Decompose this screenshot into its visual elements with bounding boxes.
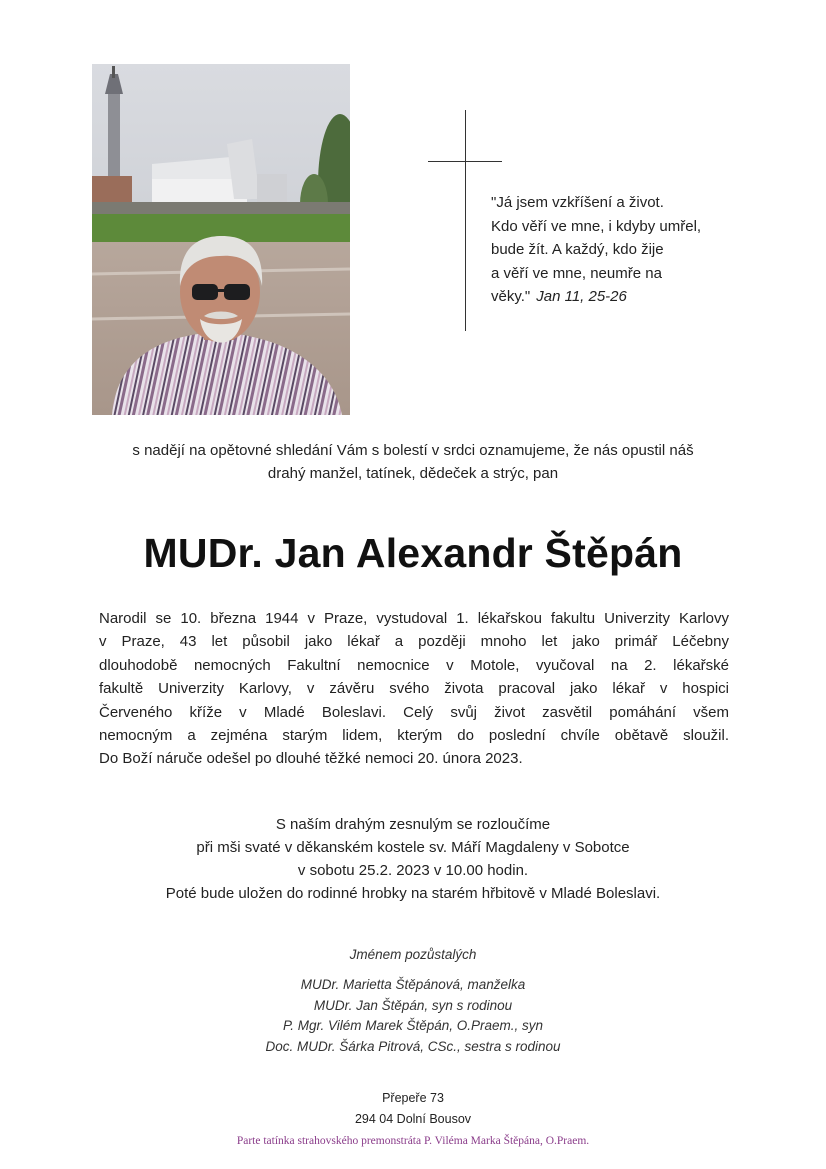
address-line: 294 04 Dolní Bousov (354, 1112, 472, 1126)
mourner-name: Doc. MUDr. Šárka Pitrová, CSc., sestra s rodinou (265, 1038, 561, 1054)
quote-line-last (491, 285, 791, 309)
mourner-name: MUDr. Marietta Štěpánová, manželka (300, 977, 526, 992)
address-line: Přepeře 73 (382, 1091, 444, 1105)
bible-quote (491, 191, 791, 309)
intro-line: drahý manžel, tatínek, dědeček a strýc, pan (267, 465, 559, 482)
cross-horizontal-line (428, 161, 502, 162)
mourners-list (0, 975, 826, 1057)
bio-line: dlouhodobě nemocných Fakultní nemocnice v Motole, vyučoval na 2. lékařské (99, 656, 729, 674)
bio-line: fakultě Univerzity Karlovy, v závěru svého života pracoval jako lékař v hospici (99, 680, 729, 698)
deceased-name: MUDr. Jan Alexandr Štěpán (143, 530, 683, 576)
announcement-intro (60, 439, 766, 485)
quote-line: Kdo věří ve mne, i kdyby umřel, (491, 217, 702, 235)
mourners-title: Jménem pozůstalých (349, 947, 477, 962)
bio-line: nemocným a zejména starým lidem, kterým do poslední chvíle obětavě sloužil. (99, 727, 729, 745)
quote-line: "Já jsem vzkříšení a život. (491, 194, 664, 211)
funeral-line: Poté bude uložen do rodinné hrobky na starém hřbitově v Mladé Boleslavi. (165, 885, 661, 902)
mourner-name: MUDr. Jan Štěpán, syn s rodinou (313, 997, 513, 1013)
portrait-photo (92, 64, 350, 415)
bio-line: Narodil se 10. března 1944 v Praze, vystudoval 1. lékařskou fakultu Univerzity Karlovy (99, 610, 729, 627)
footer-note: Parte tatínka strahovského premonstráta P. Viléma Marka Štěpána, O.Praem. (236, 1135, 590, 1147)
mourner-name: P. Mgr. Vilém Marek Štěpán, O.Praem., syn (282, 1018, 544, 1033)
intro-line: s nadějí na opětovné shledání Vám s bolestí v srdci oznamujeme, že nás opustil náš (132, 442, 694, 459)
quote-reference: Jan 11, 25-26 (536, 288, 627, 305)
funeral-line: při mši svaté v děkanském kostele sv. Máří Magdaleny v Sobotce (196, 839, 630, 856)
funeral-line: v sobotu 25.2. 2023 v 10.00 hodin. (297, 862, 529, 879)
cross-vertical-line (465, 110, 466, 331)
bio-line: Červeného kříže v Mladé Boleslavi. Celý svůj život zasvětil pomáhání všem (99, 703, 729, 721)
quote-line-text: věky." (491, 288, 531, 305)
family-address (0, 1088, 826, 1130)
bio-line: Do Boží náruče odešel po dlouhé těžké nemoci 20. února 2023. (99, 750, 523, 768)
quote-line: a věří ve mne, neumře na (491, 264, 662, 282)
bio-line: v Praze, 43 let působil jako lékař a později mnoho let jako primář Léčebny (99, 633, 729, 651)
funeral-line: S naším drahým zesnulým se rozloučíme (275, 816, 551, 833)
biography (99, 607, 729, 771)
funeral-details (60, 813, 766, 905)
quote-line: bude žít. A každý, kdo žije (491, 241, 664, 258)
